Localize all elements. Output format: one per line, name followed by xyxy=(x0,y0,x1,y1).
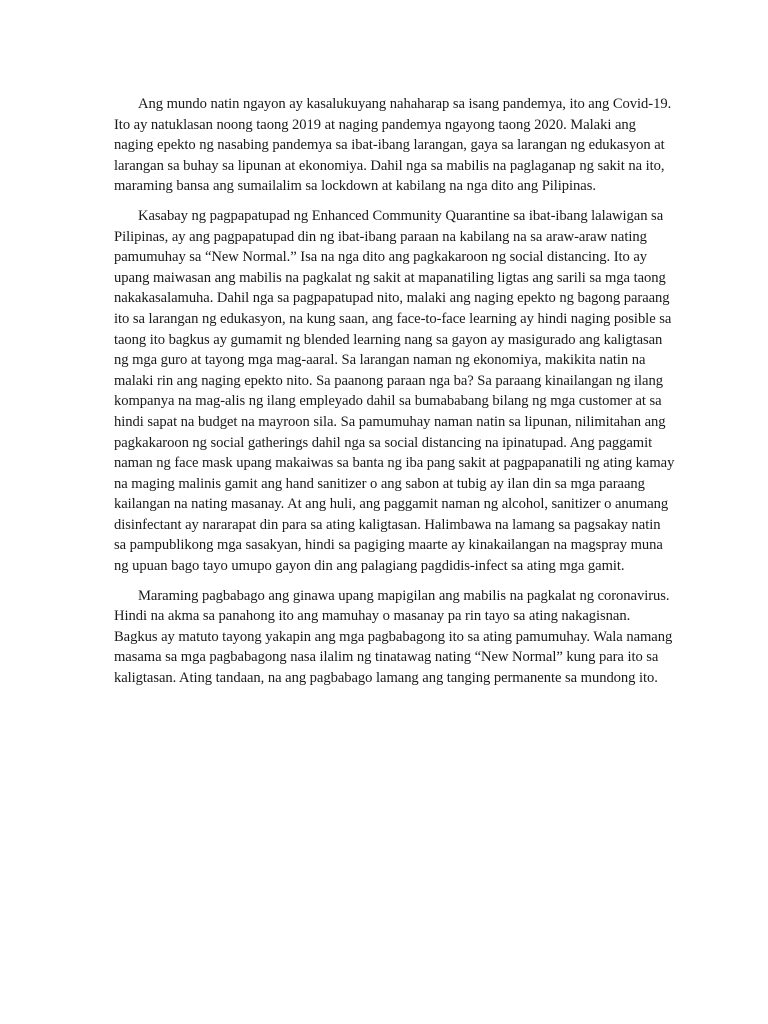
paragraph-2: Kasabay ng pagpapatupad ng Enhanced Community Quarantine sa ibat-ibang lalawigan sa Pilipinas, ay ang pagpapatupad din ng ibat-ibang paraan na kabilang na sa araw-araw nating pamumuhay sa “New Normal.” Isa na nga dito ang pagkakaroon ng social distancing. Ito ay upang maiwasan ang mabilis na pagkalat ng sakit at mapanatiling ligtas ang sarili sa mga taong nakakasalamuha. Dahil nga sa pagpapatupad nito, malaki ang naging epekto ng bagong paraang ito sa larangan ng edukasyon, na kung saan, ang face-to-face learning ay hindi naging posible sa taong ito bagkus ay gumamit ng blended learning nang sa gayon ay masigurado ang kaligtasan ng mga guro at tayong mga mag-aaral. Sa larangan naman ng ekonomiya, makikita natin na malaki rin ang naging epekto nito. Sa paanong paraan nga ba? Sa paraang kinailangan ng ilang kompanya na mag-alis ng ilang empleyado dahil sa bumababang bilang ng mga customer at sa hindi sapat na budget na mayroon sila. Sa pamumuhay naman natin sa lipunan, nilimitahan ang pagkakaroon ng social gatherings dahil nga sa social distancing na ipinatupad. Ang paggamit naman ng face mask upang makaiwas sa banta ng iba pang sakit at pagpapanatili ng ating kamay na maging malinis gamit ang hand sanitizer o ang sabon at tubig ay ilan din sa mga paraang kailangan na nating masanay. At ang huli, ang paggamit naman ng alcohol, sanitizer o anumang disinfectant ay nararapat din para sa ating kaligtasan. Halimbawa na lamang sa pagsakay natin sa pampublikong mga sasakyan, hindi sa pagiging maarte ay kinakailangan na magspray muna ng upuan bago tayo umupo gayon din ang palagiang pagdidis-infect sa ating mga gamit. xyxy=(114,207,675,575)
essay-body xyxy=(114,94,676,689)
paragraph-3: Maraming pagbabago ang ginawa upang mapigilan ang mabilis na pagkalat ng coronavirus. Hindi na akma sa panahong ito ang mamuhay o masanay pa rin tayo sa ating nakagisnan. Bagkus ay matuto tayong yakapin ang mga pagbabagong ito sa ating pamumuhay. Wala namang masama sa mga pagbabagong nasa ilalim ng tinatawag nating “New Normal” kung para ito sa kaligtasan. Ating tandaan, na ang pagbabago lamang ang tanging permanente sa mundong ito. xyxy=(114,587,673,687)
paragraph-1: Ang mundo natin ngayon ay kasalukuyang nahaharap sa isang pandemya, ito ang Covid-19. Ito ay natuklasan noong taong 2019 at naging pandemya ngayong taong 2020. Malaki ang naging epekto ng nasabing pandemya sa ibat-ibang larangan, gaya sa larangan ng edukasyon at larangan sa buhay sa lipunan at ekonomiya. Dahil nga sa mabilis na paglaganap ng sakit na ito, maraming bansa ang sumailalim sa lockdown at kabilang na nga dito ang Pilipinas. xyxy=(114,96,672,195)
